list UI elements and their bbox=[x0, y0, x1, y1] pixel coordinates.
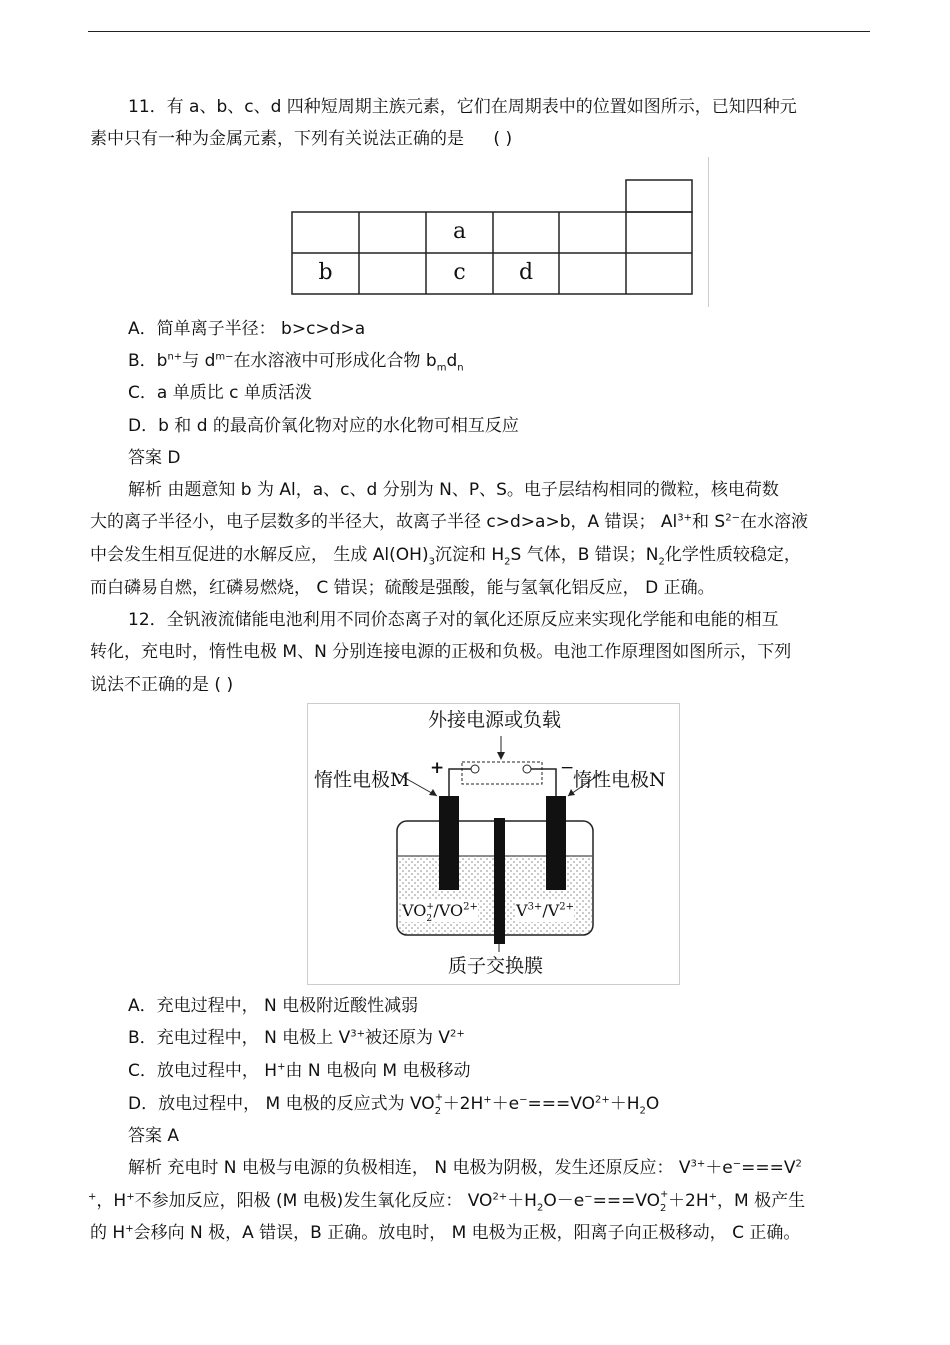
q12-option-d-part: ===VO bbox=[527, 1094, 595, 1114]
q12-exp-part: 2+ bbox=[492, 1191, 508, 1203]
q12-option-d bbox=[128, 1093, 659, 1115]
q12-exp-part: + bbox=[708, 1191, 718, 1203]
q12-exp-part: 不参加反应，阳极 (M 电极)发生氧化反应： VO bbox=[134, 1191, 493, 1211]
q11-option-b-part: n bbox=[457, 362, 464, 374]
q11-explanation-line4: 而白磷易自燃，红磷易燃烧， C 错误；硫酸是强酸，能与氢氧化铝反应， D 正确。 bbox=[90, 578, 715, 598]
q12-exp-part: ===V bbox=[741, 1158, 796, 1178]
q12-option-d-part: ＋2H bbox=[442, 1094, 484, 1114]
left-solution-part bbox=[426, 902, 434, 924]
q12-option-d-part bbox=[434, 1092, 444, 1117]
periodic-table-figure bbox=[279, 157, 709, 307]
q11-answer: 答案 D bbox=[128, 448, 181, 468]
q11-exp-part: 在水溶液 bbox=[739, 512, 808, 532]
q12-exp-part bbox=[660, 1189, 669, 1214]
q12-exp-part: + bbox=[125, 1223, 134, 1235]
positive-sign: + bbox=[430, 758, 445, 778]
q12-option-d-part: 2 bbox=[639, 1105, 646, 1117]
negative-sign: − bbox=[560, 758, 575, 778]
q12-exp-part: ，M 极产生 bbox=[717, 1191, 806, 1211]
q11-option-b-part: m bbox=[436, 362, 447, 374]
q11-option-b-part: 与 d bbox=[182, 351, 216, 371]
q12-exp-part: + bbox=[88, 1191, 97, 1203]
right-solution-label bbox=[516, 900, 574, 922]
q12-explanation-line2 bbox=[88, 1190, 805, 1212]
q12-option-d-part: + bbox=[434, 1092, 444, 1103]
q12-option-b bbox=[128, 1027, 465, 1049]
q11-exp-part: 3 bbox=[428, 556, 435, 568]
q11-option-d: D．b 和 d 的最高价氧化物对应的水化物可相互反应 bbox=[128, 416, 519, 436]
q12-option-c bbox=[128, 1060, 470, 1082]
q12-exp-part: 2 bbox=[536, 1202, 544, 1214]
battery-diagram bbox=[307, 703, 680, 985]
q12-exp-part: O－e bbox=[543, 1191, 585, 1211]
q12-exp-part: ＋H bbox=[507, 1191, 537, 1211]
q12-option-d-part: O bbox=[645, 1094, 660, 1114]
q12-option-d-part: D．放电过程中， M 电极的反应式为 VO bbox=[128, 1094, 435, 1114]
q11-stem-line1: 11．有 a、b、c、d 四种短周期主族元素，它们在周期表中的位置如图所示，已知四种元 bbox=[128, 97, 797, 117]
q12-stem-line3: 说法不正确的是 ( ) bbox=[90, 675, 234, 695]
left-solution-part: 2+ bbox=[463, 901, 478, 913]
q12-exp-part: 会移向 N 极，A 错误，B 正确。放电时， M 电极为正极，阳离子向正极移动， C 正确。 bbox=[133, 1223, 801, 1243]
q11-exp-part: 3+ bbox=[677, 512, 693, 524]
q12-exp-part: + bbox=[126, 1191, 135, 1203]
right-solution-part: /V bbox=[542, 901, 560, 920]
header-rule bbox=[88, 31, 870, 32]
q12-explanation-line3 bbox=[90, 1222, 800, 1244]
q12-exp-part: 3+ bbox=[690, 1158, 706, 1170]
q12-option-b-part: 2+ bbox=[450, 1028, 465, 1040]
q12-explanation-line1 bbox=[128, 1157, 802, 1179]
right-solution-part: 2+ bbox=[559, 901, 575, 913]
q11-option-c: C．a 单质比 c 单质活泼 bbox=[128, 383, 312, 403]
q12-exp-part: − bbox=[584, 1191, 593, 1203]
q11-option-b bbox=[128, 350, 464, 372]
diagram-left-label: 惰性电极M bbox=[314, 769, 410, 791]
q11-exp-part: S 气体，B 错误；N bbox=[510, 545, 659, 565]
right-solution-part: 3+ bbox=[527, 901, 543, 913]
diagram-right-label: 惰性电极N bbox=[573, 769, 666, 791]
q11-exp-part: 沉淀和 H bbox=[434, 545, 505, 565]
q12-option-b-part: 被还原为 V bbox=[364, 1028, 451, 1048]
left-solution-part: VO bbox=[402, 901, 427, 920]
q12-option-b-part: B．充电过程中， N 电极上 V bbox=[128, 1028, 351, 1048]
q11-option-b-part: d bbox=[446, 351, 458, 371]
q11-option-b-part: n+ bbox=[167, 351, 183, 363]
table-cell-c: c bbox=[453, 260, 466, 285]
q12-exp-part: ＋e bbox=[705, 1158, 733, 1178]
q12-option-c-part: + bbox=[277, 1061, 286, 1073]
q12-option-d-part: ＋H bbox=[609, 1094, 640, 1114]
q12-option-b-part: 3+ bbox=[350, 1028, 365, 1040]
left-solution-part: 2 bbox=[426, 914, 433, 924]
q11-option-b-part: B．b bbox=[128, 351, 168, 371]
q11-option-b-part: m− bbox=[215, 351, 234, 363]
q12-option-a: A．充电过程中， N 电极附近酸性减弱 bbox=[128, 996, 419, 1016]
table-cell-b: b bbox=[318, 260, 333, 285]
diagram-top-label: 外接电源或负载 bbox=[428, 709, 562, 731]
left-solution-part: /VO bbox=[433, 901, 464, 920]
q11-explanation-line2 bbox=[90, 511, 808, 533]
q11-stem-line2 bbox=[90, 128, 512, 150]
q11-option-b-part: 在水溶液中可形成化合物 b bbox=[233, 351, 437, 371]
left-solution-part: + bbox=[426, 902, 434, 912]
q11-stem-text: 素中只有一种为金属元素，下列有关说法正确的是 bbox=[90, 129, 464, 149]
right-solution-part: V bbox=[516, 901, 528, 920]
q12-exp-part: 2 bbox=[795, 1158, 802, 1170]
q11-exp-part: 2 bbox=[504, 556, 511, 568]
q12-option-d-part: ＋e bbox=[491, 1094, 520, 1114]
q12-exp-part: ===VO bbox=[592, 1191, 661, 1211]
q11-exp-part: 大的离子半径小，电子层数多的半径大，故离子半径 c>d>a>b，A 错误； Al bbox=[90, 512, 678, 532]
membrane-label: 质子交换膜 bbox=[448, 955, 544, 977]
q11-explanation-line1: 解析 由题意知 b 为 Al，a、c、d 分别为 N、P、S。电子层结构相同的微粒，核电荷数 bbox=[128, 480, 779, 500]
q11-answer-blank: ( ) bbox=[493, 129, 513, 149]
q11-exp-part: 中会发生相互促进的水解反应， 生成 Al(OH) bbox=[90, 545, 429, 565]
q12-exp-part: ，H bbox=[96, 1191, 127, 1211]
q11-exp-part: 2 bbox=[658, 556, 665, 568]
q12-exp-part: 解析 充电时 N 电极与电源的负极相连， N 电极为阴极，发生还原反应： V bbox=[128, 1158, 691, 1178]
q12-option-c-part: C．放电过程中， H bbox=[128, 1061, 278, 1081]
q11-explanation-line3 bbox=[90, 544, 801, 566]
q12-option-d-part: + bbox=[483, 1094, 492, 1106]
q12-option-c-part: 由 N 电极向 M 电极移动 bbox=[285, 1061, 471, 1081]
q12-exp-part: − bbox=[732, 1158, 742, 1170]
q12-answer: 答案 A bbox=[128, 1126, 180, 1146]
table-cell-d: d bbox=[518, 260, 534, 285]
q12-stem-line1: 12．全钒液流储能电池利用不同价态离子对的氧化还原反应来实现化学能和电能的相互 bbox=[128, 610, 779, 630]
q11-exp-part: 和 S bbox=[692, 512, 726, 532]
q12-exp-part: 的 H bbox=[90, 1223, 126, 1243]
q12-option-d-part: 2+ bbox=[595, 1094, 610, 1106]
q11-exp-part: 化学性质较稳定， bbox=[664, 545, 801, 565]
q11-exp-part: 2− bbox=[725, 512, 740, 524]
q12-option-d-part: − bbox=[519, 1094, 528, 1106]
q12-exp-part: 2 bbox=[660, 1203, 667, 1214]
q11-option-a: A．简单离子半径： b>c>d>a bbox=[128, 319, 366, 339]
q12-option-d-part: 2 bbox=[434, 1106, 442, 1117]
left-solution-label bbox=[402, 900, 478, 922]
q12-exp-part: + bbox=[660, 1189, 669, 1200]
table-cell-a: a bbox=[452, 219, 467, 244]
q12-exp-part: ＋2H bbox=[668, 1191, 709, 1211]
q12-stem-line2: 转化，充电时，惰性电极 M、N 分别连接电源的正极和负极。电池工作原理图如图所示，下列 bbox=[90, 642, 792, 662]
